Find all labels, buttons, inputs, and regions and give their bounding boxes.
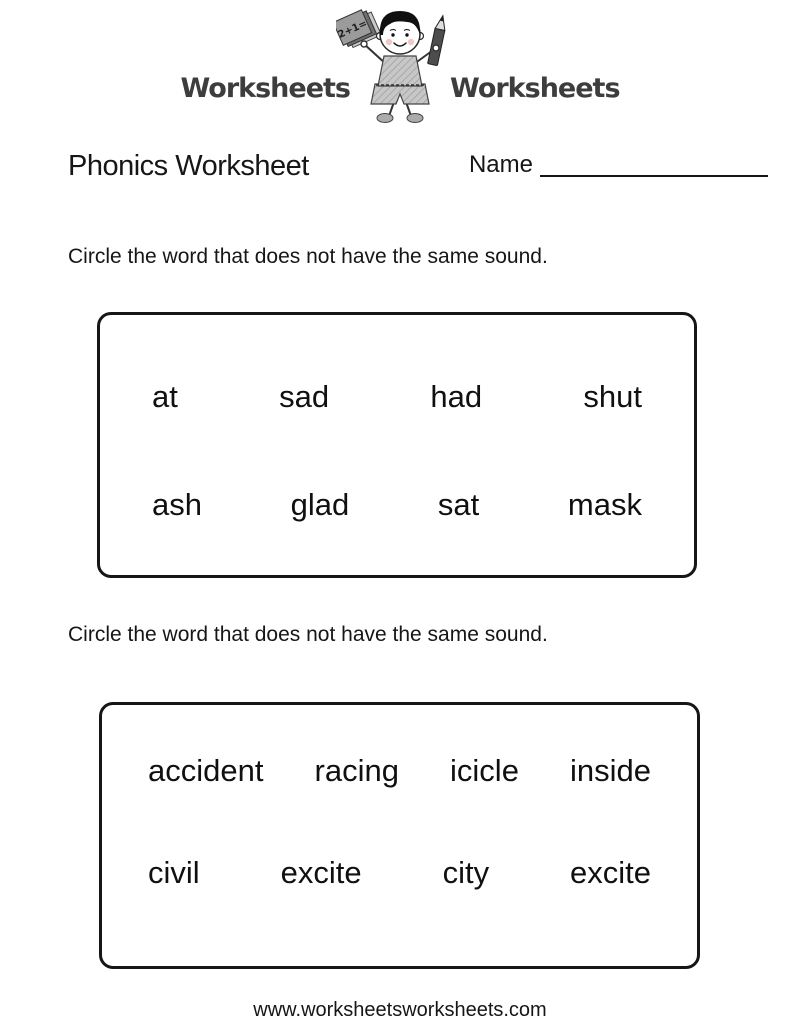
pencil-icon — [428, 15, 448, 66]
word: accident — [148, 753, 264, 788]
shorts — [371, 84, 429, 104]
hand-left — [361, 41, 367, 47]
word: mask — [567, 487, 642, 522]
footer-url: www.worksheetsworksheets.com — [253, 999, 547, 1021]
word: racing — [314, 753, 399, 788]
hand-right — [433, 45, 439, 51]
cheek-right — [408, 39, 414, 45]
word: civil — [148, 855, 200, 890]
word: sat — [437, 487, 480, 522]
word-row — [100, 486, 694, 523]
word: had — [430, 379, 483, 414]
eye-left — [391, 33, 394, 36]
name-field — [469, 151, 768, 177]
section-2-instruction: Circle the word that does not have the same sound. — [68, 623, 548, 646]
shoe-left — [377, 114, 393, 123]
word: at — [152, 379, 178, 414]
title-row — [68, 151, 768, 183]
logo-text-left: Worksheets — [180, 73, 350, 104]
word: excite — [280, 855, 362, 890]
word: ash — [152, 487, 202, 522]
book-label: 2+1= — [336, 18, 369, 41]
word: sad — [279, 379, 330, 414]
word-row — [102, 752, 697, 789]
logo-text-right: Worksheets — [450, 73, 620, 104]
cheek-left — [386, 39, 392, 45]
book-icon — [336, 7, 381, 51]
name-blank-line — [540, 151, 768, 177]
eye-right — [405, 33, 408, 36]
word-box-2 — [99, 702, 700, 969]
word: shut — [583, 379, 642, 414]
word-row — [102, 854, 697, 891]
word-box-1 — [97, 312, 697, 578]
word: glad — [290, 487, 350, 522]
name-label: Name — [468, 151, 533, 178]
word: inside — [570, 753, 651, 788]
word: excite — [570, 855, 651, 890]
page-title: Phonics Worksheet — [68, 150, 309, 182]
logo — [0, 4, 800, 124]
section-1-instruction: Circle the word that does not have the same sound. — [68, 245, 548, 268]
shoe-right — [407, 114, 423, 123]
shirt — [378, 56, 422, 86]
kid-mascot-illustration — [336, 4, 464, 124]
word: icicle — [450, 753, 519, 788]
word-row — [100, 378, 694, 415]
word: city — [442, 855, 490, 890]
